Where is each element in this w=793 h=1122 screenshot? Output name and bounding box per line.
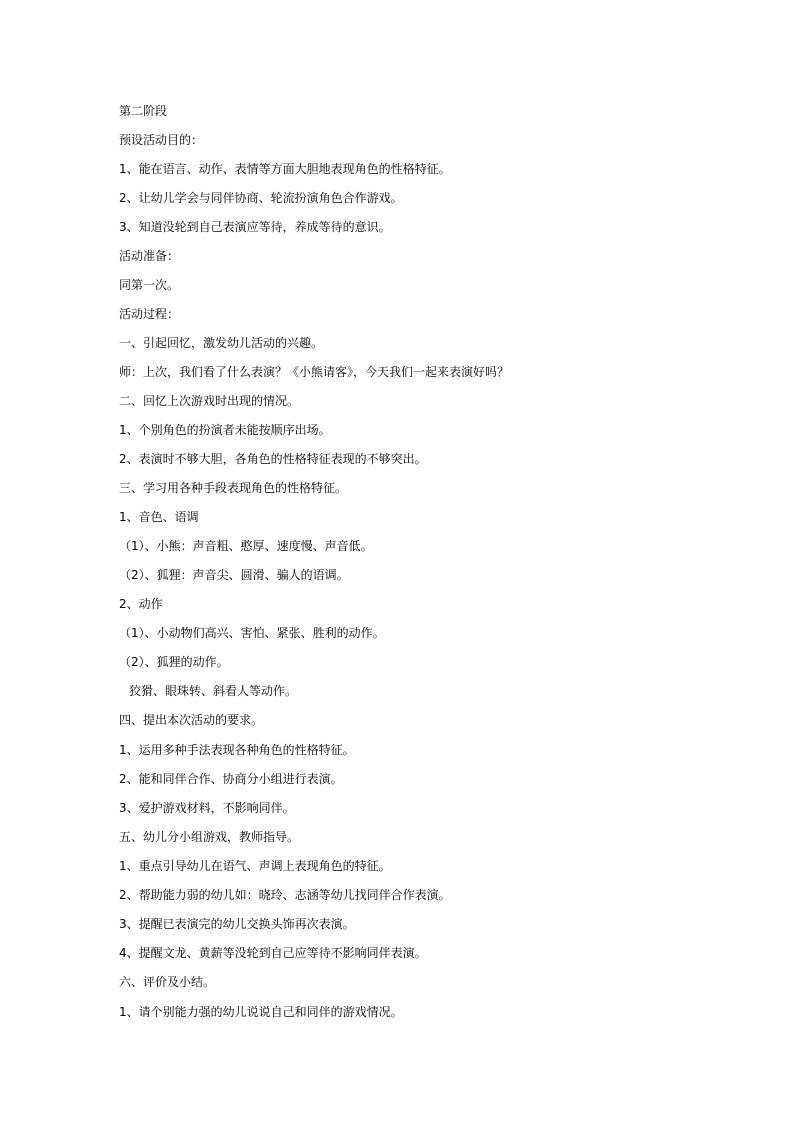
text-line: （2）、狐狸：声音尖、圆滑、骗人的语调。 xyxy=(119,568,349,582)
subheading-process: 活动过程： xyxy=(119,307,180,321)
text-line: 1、重点引导幼儿在语气、声调上表现角色的特征。 xyxy=(119,859,391,873)
text-line: （1）、小动物们高兴、害怕、紧张、胜利的动作。 xyxy=(119,626,385,640)
text-line: 1、个别角色的扮演者未能按顺序出场。 xyxy=(119,423,331,437)
text-line: 四、提出本次活动的要求。 xyxy=(119,713,264,727)
text-line: 三、学习用各种手段表现角色的性格特征。 xyxy=(119,481,348,495)
text-line: 同第一次。 xyxy=(119,278,180,292)
text-line: 六、评价及小结。 xyxy=(119,975,216,989)
text-line: 3、提醒已表演完的幼儿交换头饰再次表演。 xyxy=(119,917,355,931)
text-line: 2、表演时不够大胆，各角色的性格特征表现的不够突出。 xyxy=(119,452,427,466)
text-line: 1、运用多种手法表现各种角色的性格特征。 xyxy=(119,743,355,757)
text-line: 师：上次，我们看了什么表演？《小熊请客》，今天我们一起来表演好吗？ xyxy=(119,365,510,379)
text-line: 3、爱护游戏材料，不影响同伴。 xyxy=(119,801,295,815)
text-line: （2）、狐狸的动作。 xyxy=(119,655,229,669)
text-line: 一、引起回忆，激发幼儿活动的兴趣。 xyxy=(119,336,324,350)
text-line: 2、动作 xyxy=(119,597,163,611)
text-line: 4、提醒文龙、黄薪等没轮到自己应等待不影响同伴表演。 xyxy=(119,946,427,960)
text-line: （1）、小熊：声音粗、憨厚、速度慢、声音低。 xyxy=(119,539,373,553)
text-line: 五、幼儿分小组游戏，教师指导。 xyxy=(119,830,300,844)
text-line: 2、让幼儿学会与同伴协商、轮流扮演角色合作游戏。 xyxy=(119,191,403,205)
text-line: 二、回忆上次游戏时出现的情况。 xyxy=(119,394,300,408)
text-line: 2、帮助能力弱的幼儿如：晓玲、志涵等幼儿找同伴合作表演。 xyxy=(119,888,451,902)
text-line: 1、能在语言、动作、表情等方面大胆地表现角色的性格特征。 xyxy=(119,162,451,176)
text-line: 狡猾、眼珠转、斜看人等动作。 xyxy=(129,684,298,698)
subheading-preparation: 活动准备： xyxy=(119,249,180,263)
text-line: 3、知道没轮到自己表演应等待，养成等待的意识。 xyxy=(119,220,391,234)
section-heading: 第二阶段 xyxy=(119,104,168,118)
text-line: 1、请个别能力强的幼儿说说自己和同伴的游戏情况。 xyxy=(119,1005,403,1019)
text-line: 2、能和同伴合作、协商分小组进行表演。 xyxy=(119,772,343,786)
text-line: 1、音色、语调 xyxy=(119,510,199,524)
subheading-goals: 预设活动目的： xyxy=(119,133,204,147)
